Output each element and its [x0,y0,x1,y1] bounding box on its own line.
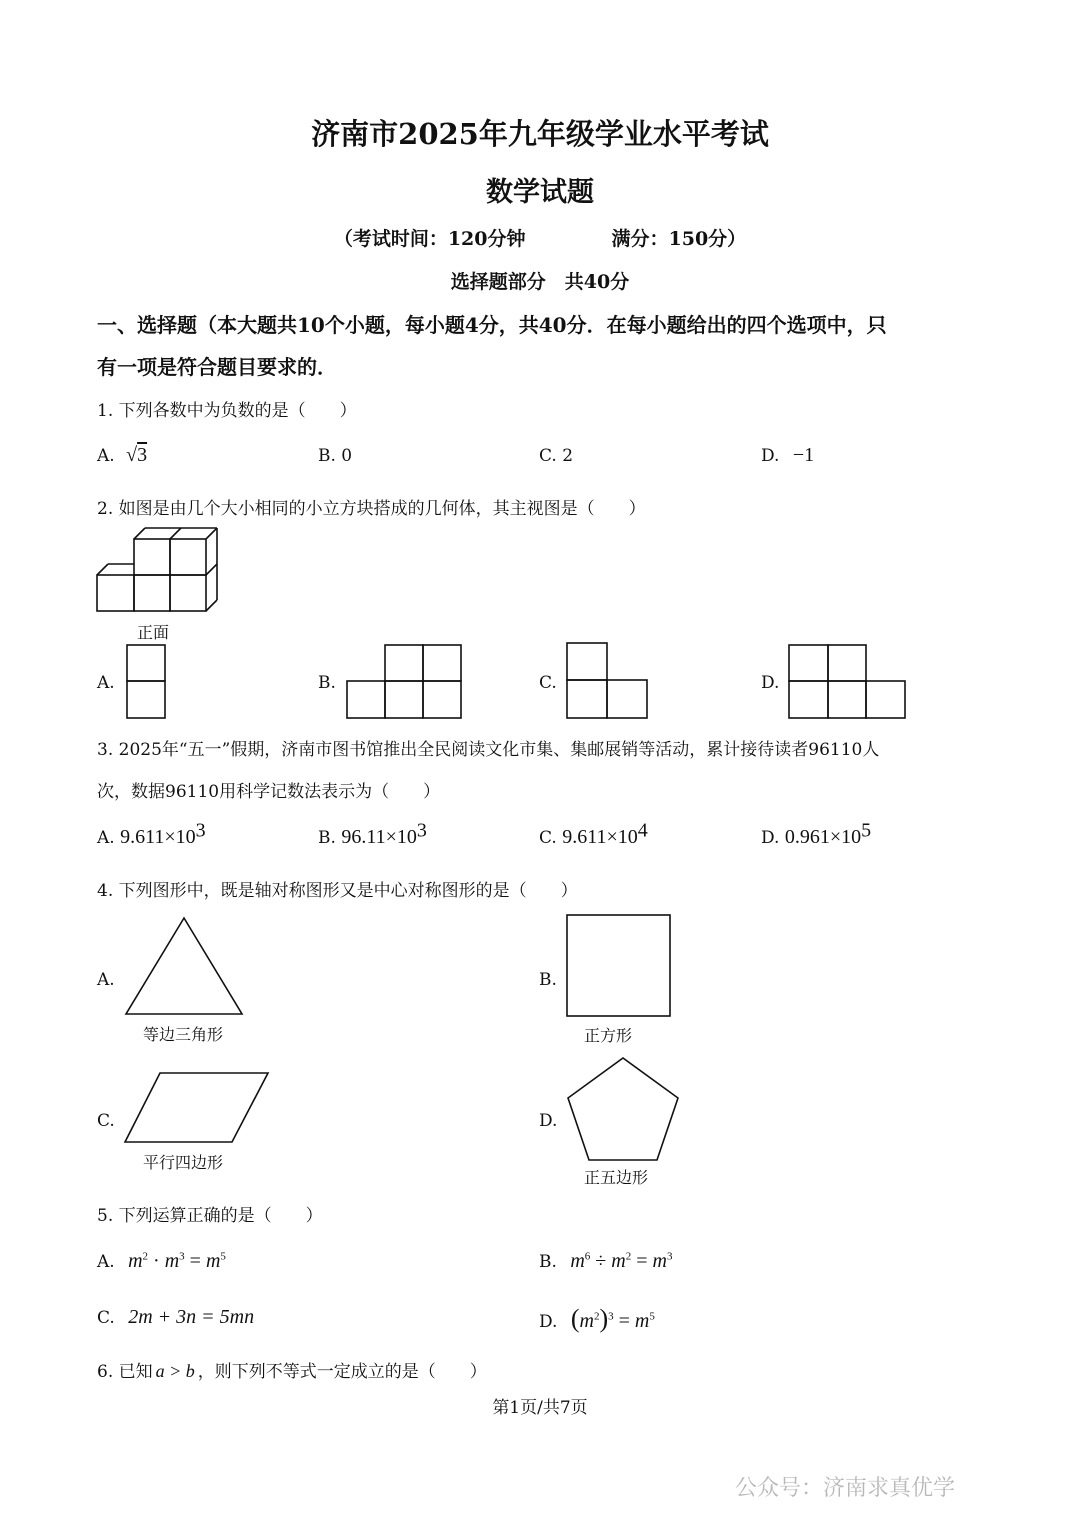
q2-option-c-figure [566,642,650,722]
q5-option-c: C. 2m + 3n = 5mn [97,1306,255,1328]
q4-option-c-label: C. [97,1111,115,1131]
cube-stack-figure [96,527,226,617]
q6-stem: 6. 已知 a > b ，则下列不等式一定成立的是（ ） [97,1361,487,1382]
q3-option-c: C. $9.611\times 10^4$ [539,819,648,848]
parallelogram-figure [124,1072,270,1144]
instructions-line-1: 一、选择题（本大题共10个小题，每小题4分，共40分．在每小题给出的四个选项中，只 [97,313,887,337]
pentagon-figure [566,1056,682,1162]
exam-title: 济南市2025年九年级学业水平考试 [311,117,769,151]
q3-stem-line-2: 次，数据96110用科学记数法表示为（ ） [97,782,441,802]
watermark: 公众号：济南求真优学 [735,1476,956,1501]
q2-option-a-figure [126,644,168,720]
equilateral-triangle-figure [124,916,246,1016]
square-figure [566,914,672,1018]
section-heading: 选择题部分 共40分 [450,271,630,293]
q2-option-d-label: D. [761,673,780,693]
parallelogram-caption: 平行四边形 [143,1153,224,1172]
q5-option-b: B. $m^6 \div m^2 = m^3$ [539,1250,673,1272]
q2-option-d-figure [788,644,908,720]
exam-info [0,224,1080,251]
q1-option-a: A. √3 [97,444,148,466]
page-number: 第1页/共7页 [492,1398,588,1418]
q1-option-c: C. 2 [539,446,574,466]
q4-stem: 4. 下列图形中，既是轴对称图形又是中心对称图形的是（ ） [97,881,578,901]
q2-option-a-label: A. [97,673,115,693]
q5-stem: 5. 下列运算正确的是（ ） [97,1206,323,1226]
q1-stem: 1. 下列各数中为负数的是（ ） [97,401,357,421]
q1-option-d: D. −1 [761,444,815,466]
instructions-line-2: 有一项是符合题目要求的． [97,355,337,379]
front-view-label: 正面 [137,623,170,642]
subject-title: 数学试题 [486,177,594,208]
square-caption: 正方形 [584,1026,633,1045]
q3-option-d: D. $0.961\times 10^5$ [761,819,872,848]
q3-option-a: A. $9.611\times 10^3$ [97,819,206,848]
q4-option-d-label: D. [539,1111,558,1131]
q1-option-b: B. 0 [318,446,353,466]
q2-option-b-figure [346,644,464,720]
exam-time: （考试时间：120分钟 [333,228,526,250]
q5-option-d: D. $(m^2)^3 = m^5$ [539,1304,655,1333]
exam-score: 满分：150分） [611,228,747,250]
q5-option-a: A. $m^2 \cdot m^3 = m^5$ [97,1250,226,1272]
q4-option-a-label: A. [97,970,115,990]
triangle-caption: 等边三角形 [143,1025,224,1044]
q3-option-b: B. $96.11\times 10^3$ [318,819,427,848]
q2-stem: 2. 如图是由几个大小相同的小立方块搭成的几何体，其主视图是（ ） [97,499,646,519]
q3-stem-line-1: 3. 2025年“五一”假期，济南市图书馆推出全民阅读文化市集、集邮展销等活动，累计接待读者96110人 [97,740,880,760]
q2-option-b-label: B. [318,673,336,693]
q4-option-b-label: B. [539,970,557,990]
q2-option-c-label: C. [539,673,557,693]
pentagon-caption: 正五边形 [584,1168,649,1187]
sqrt-symbol: √3 [126,444,148,466]
